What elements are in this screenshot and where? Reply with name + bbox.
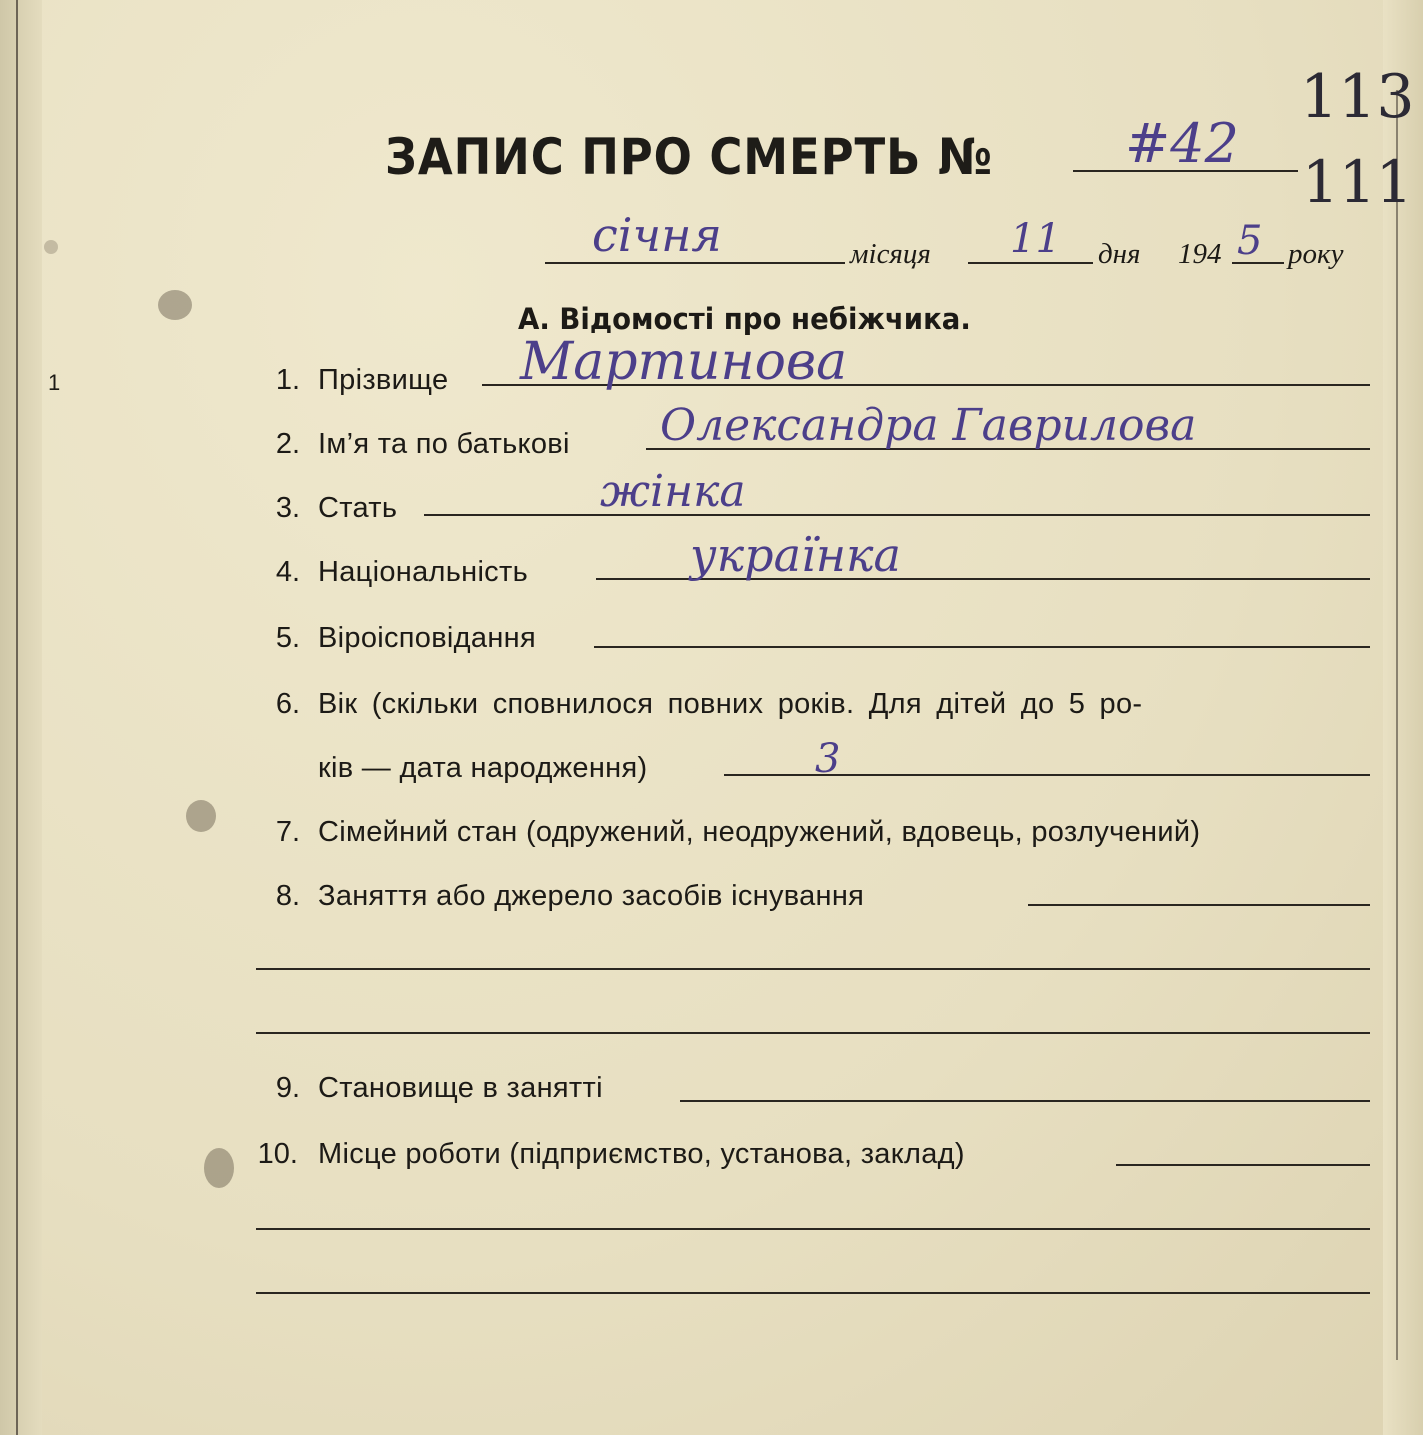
field-label-religion: Віроісповідання xyxy=(318,622,536,654)
field-label-surname: Прізвище xyxy=(318,364,449,396)
binding-line xyxy=(16,0,18,1435)
field-label-sex: Стать xyxy=(318,492,398,524)
field-label-nationality: Національність xyxy=(318,556,528,588)
margin-mark: 1 xyxy=(48,370,61,395)
field-label-position: Становище в занятті xyxy=(318,1072,603,1104)
field-number: 6. xyxy=(275,688,300,720)
field-label-age-cont: ків — дата народження) xyxy=(318,752,648,784)
record-number: #42 xyxy=(1125,112,1239,175)
field-value-age: 3 xyxy=(815,736,841,782)
day-label: дня xyxy=(1098,238,1141,270)
blank-line xyxy=(256,1292,1370,1294)
hole-stain xyxy=(44,240,58,254)
year-digit: 5 xyxy=(1237,218,1263,264)
section-title: А. Відомості про небіжчика. xyxy=(518,302,971,336)
field-number: 4. xyxy=(275,556,300,588)
field-number: 2. xyxy=(275,428,300,460)
document-title: ЗАПИС ПРО СМЕРТЬ № xyxy=(385,128,993,186)
margin-rule xyxy=(1396,90,1398,1360)
month-value: січня xyxy=(592,208,722,262)
field-line xyxy=(594,646,1370,648)
field-value-nationality: українка xyxy=(690,528,901,582)
hole-stain xyxy=(186,800,216,832)
corner-number-top: 113 xyxy=(1300,62,1415,132)
field-number: 1. xyxy=(275,364,300,396)
field-label-marital: Сімейний стан (одружений, неодружений, вдовець, розлучений) xyxy=(318,816,1201,848)
field-number: 8. xyxy=(275,880,300,912)
hole-stain xyxy=(158,290,192,320)
blank-line xyxy=(256,1228,1370,1230)
field-value-name: Олександра Гаврилова xyxy=(660,400,1197,451)
field-number: 5. xyxy=(275,622,300,654)
field-line xyxy=(1028,904,1370,906)
field-value-surname: Мартинова xyxy=(520,332,848,392)
field-value-sex: жінка xyxy=(600,466,746,517)
field-number: 9. xyxy=(275,1072,300,1104)
month-line xyxy=(545,262,845,264)
year-line xyxy=(1232,262,1284,264)
corner-number-bottom: 111 xyxy=(1302,148,1413,216)
field-label-name: Ім’я та по батькові xyxy=(318,428,570,460)
field-line xyxy=(1116,1164,1370,1166)
month-label: місяця xyxy=(850,238,931,270)
field-label-occupation: Заняття або джерело засобів існування xyxy=(318,880,865,912)
field-line xyxy=(424,514,1370,516)
field-number: 10. xyxy=(257,1138,298,1170)
year-label: року xyxy=(1288,238,1344,270)
day-value: 11 xyxy=(1010,216,1061,262)
field-label-age: Вік (скільки сповнилося повних років. Для дітей до 5 ро- xyxy=(318,688,1143,720)
field-number: 3. xyxy=(275,492,300,524)
paper-edge-left xyxy=(0,0,42,1435)
field-line xyxy=(680,1100,1370,1102)
field-number: 7. xyxy=(275,816,300,848)
day-line xyxy=(968,262,1093,264)
year-prefix: 194 xyxy=(1178,238,1222,270)
hole-stain xyxy=(204,1148,234,1188)
field-label-workplace: Місце роботи (підприємство, установа, заклад) xyxy=(318,1138,965,1170)
blank-line xyxy=(256,968,1370,970)
blank-line xyxy=(256,1032,1370,1034)
